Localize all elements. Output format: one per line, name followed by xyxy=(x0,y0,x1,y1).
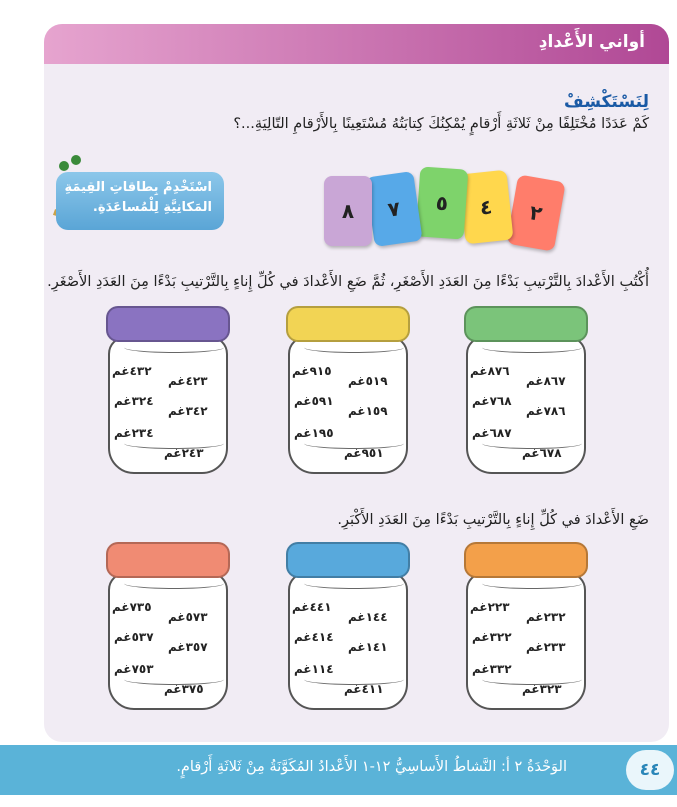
explore-heading: لِنَسْتَكْشِفْ xyxy=(564,92,649,112)
weight-label: ٣٥٧غم xyxy=(168,640,208,654)
weight-label: ١٤١غم xyxy=(348,640,388,654)
weight-label: ٥٩١غم xyxy=(294,394,334,408)
weight-label: ٤٢٣غم xyxy=(168,374,208,388)
instruction-descending: ضَعِ الأَعْدادَ في كُلِّ إِناءٍ بِالتَّرْتيبِ بَدْءًا مِنَ العَدَدِ الأَكْبَرِ. xyxy=(337,512,649,528)
weight-label: ٢٤٣غم xyxy=(164,446,204,460)
weight-label: ٢٣٤غم xyxy=(114,426,154,440)
weight-label: ٧٣٥غم xyxy=(112,600,152,614)
hint-line-1: اسْتَخْدِمْ بِطاقاتِ القِيمَةِ xyxy=(64,180,212,195)
weight-label: ٥٣٧غم xyxy=(114,630,154,644)
weight-label: ٣٢٣غم xyxy=(522,682,562,696)
weight-label: ٥١٩غم xyxy=(348,374,388,388)
weight-label: ٤١١غم xyxy=(344,682,384,696)
digit-card: ٨ xyxy=(324,176,372,246)
weight-label: ٥٧٣غم xyxy=(168,610,208,624)
weight-label: ٩١٥غم xyxy=(292,364,332,378)
page-number: ٤٤ xyxy=(626,750,674,790)
jar xyxy=(284,306,412,474)
weight-label: ٨٦٧غم xyxy=(526,374,566,388)
weight-label: ٨٧٦غم xyxy=(470,364,510,378)
weight-label: ١٤٤غم xyxy=(348,610,388,624)
jar xyxy=(104,306,232,474)
weight-label: ٦٧٨غم xyxy=(522,446,562,460)
weight-label: ١٥٩غم xyxy=(348,404,388,418)
hint-line-2: المَكانِيَّةِ لِلْمُساعَدَةِ. xyxy=(92,200,212,215)
weight-label: ٣٤٢غم xyxy=(168,404,208,418)
jar-rim-line xyxy=(482,578,582,589)
jar xyxy=(462,306,590,474)
weight-label: ٢٣٢غم xyxy=(526,610,566,624)
jar xyxy=(104,542,232,710)
instruction-ascending: أُكْتُبِ الأَعْدادَ بِالتَّرْتيبِ بَدْءًا مِنَ العَدَدِ الأَصْغَرِ، ثُمَّ ضَعِ الأَعْدادَ في كُلِّ إِناءٍ بِالتَّرْتيبِ بَدْءًا مِنَ العَدَدِ الأَصْغَرِ. xyxy=(47,274,649,290)
jar-rim-line xyxy=(482,342,582,353)
jar xyxy=(284,542,412,710)
weight-label: ٣٧٥غم xyxy=(164,682,204,696)
jar-lid xyxy=(286,542,410,578)
jar-lid xyxy=(464,542,588,578)
digit-card: ٢ xyxy=(506,174,565,251)
jar-rim-line xyxy=(124,578,224,589)
weight-label: ٣٢٢غم xyxy=(472,630,512,644)
weight-label: ٦٨٧غم xyxy=(472,426,512,440)
weight-label: ٣٢٤غم xyxy=(114,394,154,408)
hint-bubble xyxy=(56,172,224,230)
weight-label: ٩٥١غم xyxy=(344,446,384,460)
weight-label: ١١٤غم xyxy=(294,662,334,676)
footer-bar xyxy=(0,745,677,795)
weight-label: ٢٢٣غم xyxy=(470,600,510,614)
jar-lid xyxy=(106,306,230,342)
weight-label: ٤١٤غم xyxy=(294,630,334,644)
jar-lid xyxy=(106,542,230,578)
explore-question: كَمْ عَدَدًا مُخْتَلِفًا مِنْ ثَلاثَةِ أَرْقامٍ يُمْكِنُكَ كِتابَتُهُ مُسْتَعِينًا بِالأَرْقامِ التّالِيَةِ...؟ xyxy=(233,116,649,132)
weight-label: ٣٣٢غم xyxy=(472,662,512,676)
weight-label: ٧٨٦غم xyxy=(526,404,566,418)
digit-card: ٧ xyxy=(365,171,422,247)
weight-label: ٤٣٢غم xyxy=(112,364,152,378)
weight-label: ٤٤١غم xyxy=(292,600,332,614)
header-bar xyxy=(44,24,669,64)
jar xyxy=(462,542,590,710)
digit-card: ٤ xyxy=(458,170,513,245)
jar-lid xyxy=(286,306,410,342)
jar-rim-line xyxy=(124,342,224,353)
jar-rim-line xyxy=(304,342,404,353)
weight-label: ٢٣٣غم xyxy=(526,640,566,654)
jar-lid xyxy=(464,306,588,342)
jar-rim-line xyxy=(304,578,404,589)
digit-card: ٥ xyxy=(416,166,469,239)
page-title: أواني الأَعْدادِ xyxy=(538,32,645,52)
weight-label: ٧٦٨غم xyxy=(472,394,512,408)
footer-text: الوَحْدَةُ ٢ أ: النَّشاطُ الأَساسِيُّ ١٢-١ الأَعْدادُ المُكَوَّنَةُ مِنْ ثَلاثَةِ أَرْقامٍ. xyxy=(176,759,567,775)
weight-label: ١٩٥غم xyxy=(294,426,334,440)
weight-label: ٧٥٣غم xyxy=(114,662,154,676)
